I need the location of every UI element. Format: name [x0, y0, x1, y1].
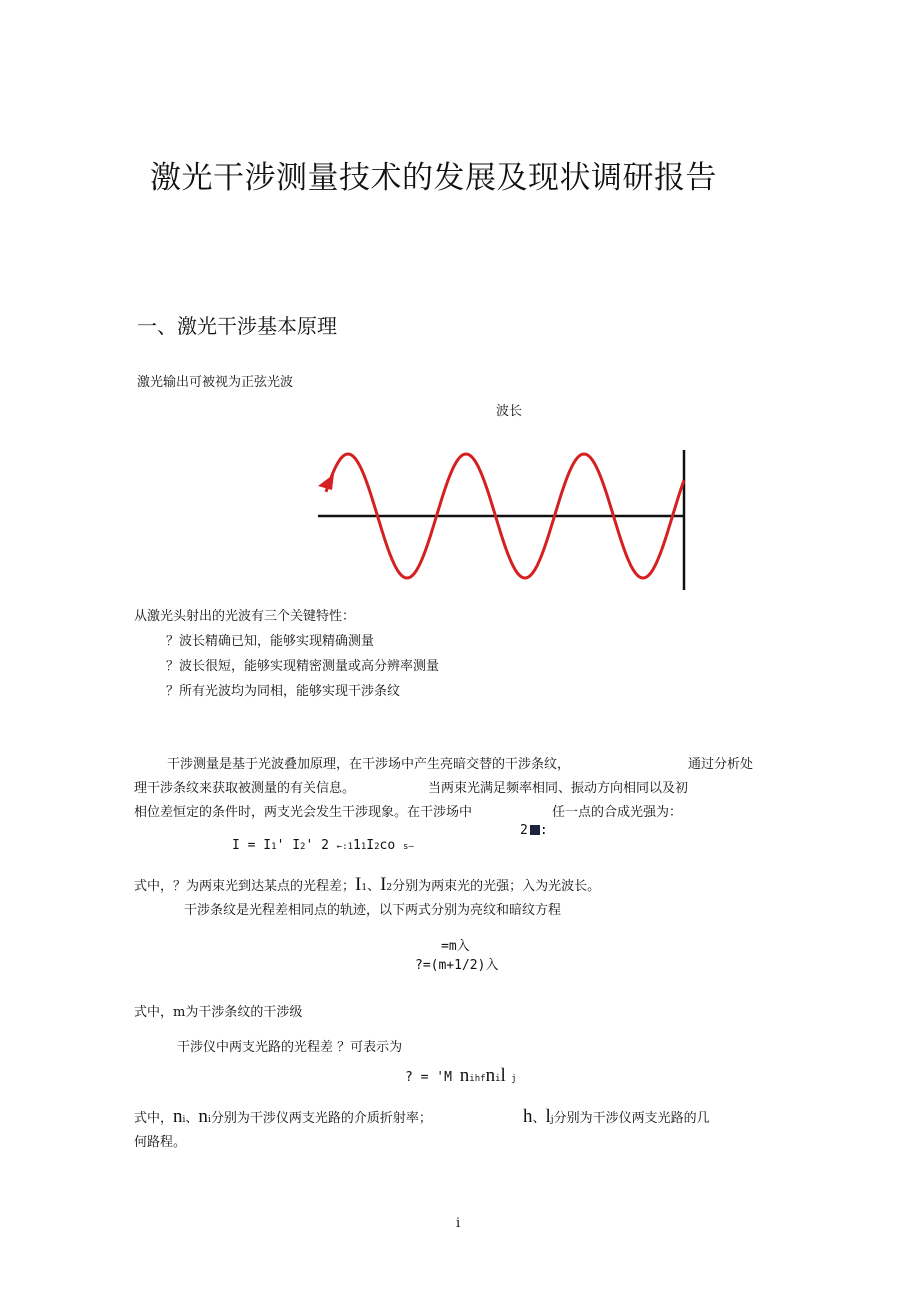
wave-arrow-icon [318, 474, 334, 490]
paragraph-line: 理干涉条纹来获取被测量的有关信息。 [134, 781, 356, 796]
wavelength-label: 波长 [496, 404, 523, 419]
features-lead: 从激光头射出的光波有三个关键特性： [134, 609, 356, 624]
fraction-number: 2 [520, 823, 528, 838]
document-title: 激光干涉测量技术的发展及现状调研报告 [150, 160, 717, 196]
feature-item: ？波长很短，能够实现精密测量或高分辨率测量 [166, 659, 440, 674]
path-length-explanation: h、lj分别为干涉仪两支光路的几 [523, 1106, 710, 1127]
fringe-explanation: 干涉条纹是光程差相同点的轨迹，以下两式分别为亮纹和暗纹方程 [184, 903, 562, 918]
page-number: i [456, 1216, 461, 1231]
paragraph-line: 当两束光满足频率相同、振动方向相同以及初 [428, 781, 689, 796]
feature-item: ？波长精确已知，能够实现精确测量 [166, 634, 375, 649]
explanation-continuation: 何路程。 [134, 1135, 187, 1150]
formula-explanation: 式中，？为两束光到达某点的光程差；I1、I2分别为两束光的光强；入为光波长。 [134, 874, 601, 895]
intro-text: 激光输出可被视为正弦光波 [137, 375, 294, 390]
paragraph-line: 相位差恒定的条件时，两支光会发生干涉现象。在干涉场中 [134, 805, 473, 820]
bright-fringe-equation: =m入 [441, 939, 470, 954]
refraction-explanation: 式中，ni、ni分别为干涉仪两支光路的介质折射率； [134, 1106, 432, 1127]
paragraph-line: 干涉测量是基于光波叠加原理，在干涉场中产生亮暗交替的干涉条纹， [167, 757, 571, 772]
feature-item: ？所有光波均为同相，能够实现干涉条纹 [166, 684, 401, 699]
square-mark-icon [530, 825, 540, 835]
order-explanation: 式中，m为干涉条纹的干涉级 [134, 1005, 303, 1020]
paragraph-line: 通过分析处 [688, 757, 754, 772]
intensity-formula: I = I1' I2' 2 ←:111I2co s— [232, 838, 414, 853]
path-difference-formula: ? = 'M nihfnil j [405, 1065, 517, 1086]
dark-fringe-equation: ?=(m+1/2)入 [415, 958, 499, 973]
paragraph-line: 任一点的合成光强为： [552, 805, 683, 820]
section-heading: 一、激光干涉基本原理 [137, 314, 337, 338]
path-difference-text: 干涉仪中两支光路的光程差 ？可表示为 [177, 1040, 403, 1055]
formula-fraction: 2 : [520, 823, 548, 838]
sine-wave-figure [312, 448, 692, 594]
